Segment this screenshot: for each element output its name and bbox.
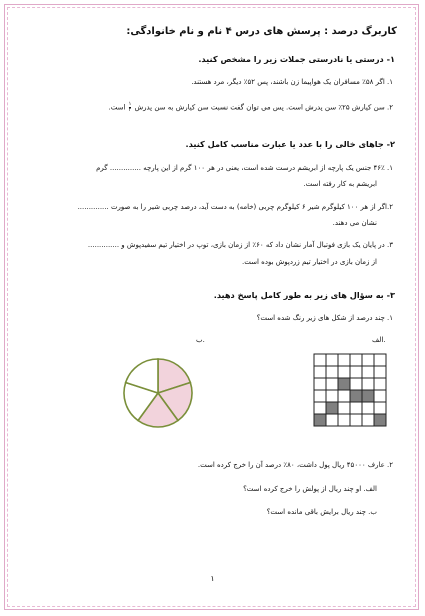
grid-cell <box>362 402 374 414</box>
page-number: ۱ <box>210 574 215 583</box>
section3-question-2b: ب. چند ریال برایش باقی مانده است؟ <box>266 508 377 516</box>
section2-question-3-line1: ۳. در پایان یک بازی فوتبال آمار نشان داد که ۶۰٪ از زمان بازی، توپ در اختیار تیم سفیدپوش و .............. <box>87 241 393 249</box>
grid-cell <box>338 402 350 414</box>
grid-cell-shaded <box>374 414 386 426</box>
section2-question-1-line2: ابریشم به کار رفته است. <box>303 180 377 188</box>
grid-cell <box>374 378 386 390</box>
grid-cell <box>374 366 386 378</box>
grid-cell <box>374 390 386 402</box>
section3-question-1: ۱. چند درصد از شکل های زیر رنگ شده است؟ <box>256 314 393 322</box>
grid-cell <box>362 378 374 390</box>
grid-cell <box>362 414 374 426</box>
grid-cell <box>326 378 338 390</box>
section1-question-1: ۱. اگر ۵۸٪ مسافران یک هواپیما زن باشند، پس ۵۲٪ دیگر، مرد هستند. <box>191 78 393 86</box>
grid-cell <box>326 366 338 378</box>
section2-question-3-line2: از زمان بازی در اختیار تیم زردپوش بوده است. <box>242 258 377 266</box>
grid-cell-shaded <box>314 414 326 426</box>
grid-cell <box>314 390 326 402</box>
fraction-one-quarter: $\frac{۱}{۴}$ <box>128 101 132 113</box>
grid-cell <box>326 390 338 402</box>
grid-cell <box>362 354 374 366</box>
section1-question-2: ۲. سن کیارش ۲۵٪ سن پدرش است. پس می توان گفت نسبت سن کیارش به سن پدرش $\frac{۱}{۴}$ است. <box>108 101 393 113</box>
grid-cell <box>374 354 386 366</box>
section2-question-2-line1: ۲.اگر از هر ۱۰۰ کیلوگرم شیر ۶ کیلوگرم چربی (خامه) به دست آید، درصد چربی شیر را به صورت .............. <box>77 203 393 211</box>
grid-cell <box>350 402 362 414</box>
section2-question-1-line1: ۱. ۴۶٪ جنس یک پارچه از ابریشم درست شده است، یعنی در هر ۱۰۰ گرم از این پارچه .............. گرم <box>96 164 393 172</box>
section2-heading: ۲- جاهای خالی را با عدد یا عبارت مناسب کامل کنید. <box>185 139 395 149</box>
section3-question-2: ۲. عارف ۴۵۰۰۰ ریال پول داشت، ۸۰٪ درصد آن را خرج کرده است. <box>197 461 393 469</box>
grid-cell <box>314 366 326 378</box>
grid-cell <box>326 354 338 366</box>
grid-cell <box>338 414 350 426</box>
grid-cell <box>362 366 374 378</box>
page-border-inner <box>7 7 416 607</box>
section2-question-2-line2: نشان می دهند. <box>332 219 377 227</box>
grid-cell <box>350 414 362 426</box>
figure-label-a: الف. <box>372 336 386 344</box>
grid-cell <box>326 414 338 426</box>
grid-cell <box>338 390 350 402</box>
grid-cell-shaded <box>338 378 350 390</box>
grid-cell <box>314 402 326 414</box>
section3-question-2a: الف. او چند ریال از پولش را خرج کرده است؟ <box>243 485 377 493</box>
grid-cell <box>350 354 362 366</box>
figure-label-b: ب. <box>196 336 205 344</box>
grid-cell <box>350 366 362 378</box>
grid-cell <box>338 366 350 378</box>
section3-heading: ۳- به سؤال های زیر به طور کامل پاسخ دهید. <box>213 290 395 300</box>
grid-cell <box>314 378 326 390</box>
worksheet-title: کاربرگ درصد : پرسش های درس ۴ نام و نام خانوادگی: <box>126 26 397 37</box>
grid-cell <box>338 354 350 366</box>
grid-cell-shaded <box>362 390 374 402</box>
section1-heading: ۱- درستی یا نادرستی جملات زیر را مشخص کنید. <box>198 54 395 64</box>
grid-cell-shaded <box>350 390 362 402</box>
shaded-pie-figure <box>120 355 196 431</box>
grid-cell <box>314 354 326 366</box>
grid-cell <box>374 402 386 414</box>
shaded-grid-figure <box>313 353 387 427</box>
grid-cell <box>350 378 362 390</box>
grid-cell-shaded <box>326 402 338 414</box>
